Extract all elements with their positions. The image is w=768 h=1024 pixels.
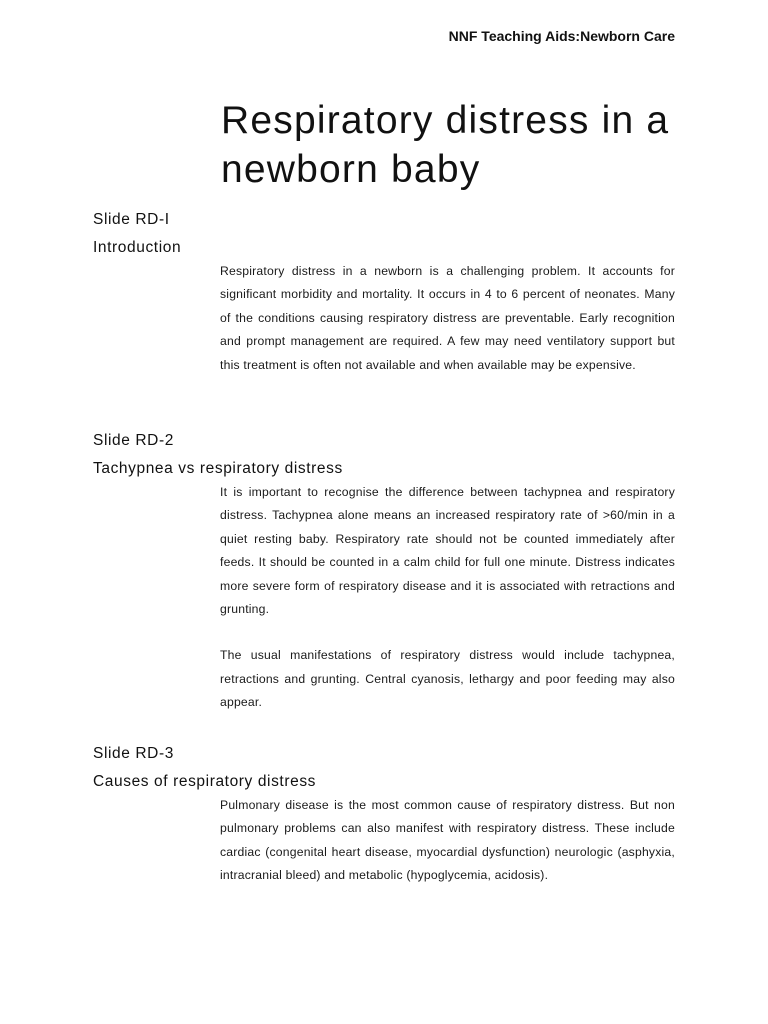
section-heading: Introduction xyxy=(93,239,182,256)
paragraph: Respiratory distress in a newborn is a challenging problem. It accounts for significant morbidity and mortality. It occurs in 4 to 6 percent of neonates. Many of the conditions causing respiratory distress are preventable. Early recognition and prompt management are required. A few may need ventilatory support but this treatment is often not available and when available may be expensive. xyxy=(220,264,675,372)
paragraph: It is important to recognise the difference between tachypnea and respiratory distress. Tachypnea alone means an increased respiratory rate of >60/min in a quiet resting baby. Respiratory rate should not be counted immediately after feeds. It should be counted in a calm child for full one minute. Distress indicates more severe form of respiratory disease and it is associated with retractions and grunting. xyxy=(220,485,675,617)
section-heading: Tachypnea vs respiratory distress xyxy=(93,460,343,477)
slide-id: Slide RD-3 xyxy=(93,745,174,762)
section-body xyxy=(220,260,675,377)
running-header: NNF Teaching Aids:Newborn Care xyxy=(448,28,675,44)
paragraph: Pulmonary disease is the most common cause of respiratory distress. But non pulmonary problems can also manifest with respiratory distress. These include cardiac (congenital heart disease, myocardial dysfunction) neurologic (asphyxia, intracranial bleed) and metabolic (hypoglycemia, acidosis). xyxy=(220,798,675,883)
section-tachypnea xyxy=(93,431,675,715)
document-title: Respiratory distress in a newborn baby xyxy=(221,99,670,191)
section-causes xyxy=(93,744,675,888)
section-introduction xyxy=(93,210,675,377)
section-body xyxy=(220,481,675,715)
slide-id: Slide RD-2 xyxy=(93,432,174,449)
slide-id: Slide RD-I xyxy=(93,211,170,228)
section-heading: Causes of respiratory distress xyxy=(93,773,317,790)
paragraph: The usual manifestations of respiratory distress would include tachypnea, retractions and grunting. Central cyanosis, lethargy and poor feeding may also appear. xyxy=(220,648,675,710)
section-body xyxy=(220,794,675,888)
